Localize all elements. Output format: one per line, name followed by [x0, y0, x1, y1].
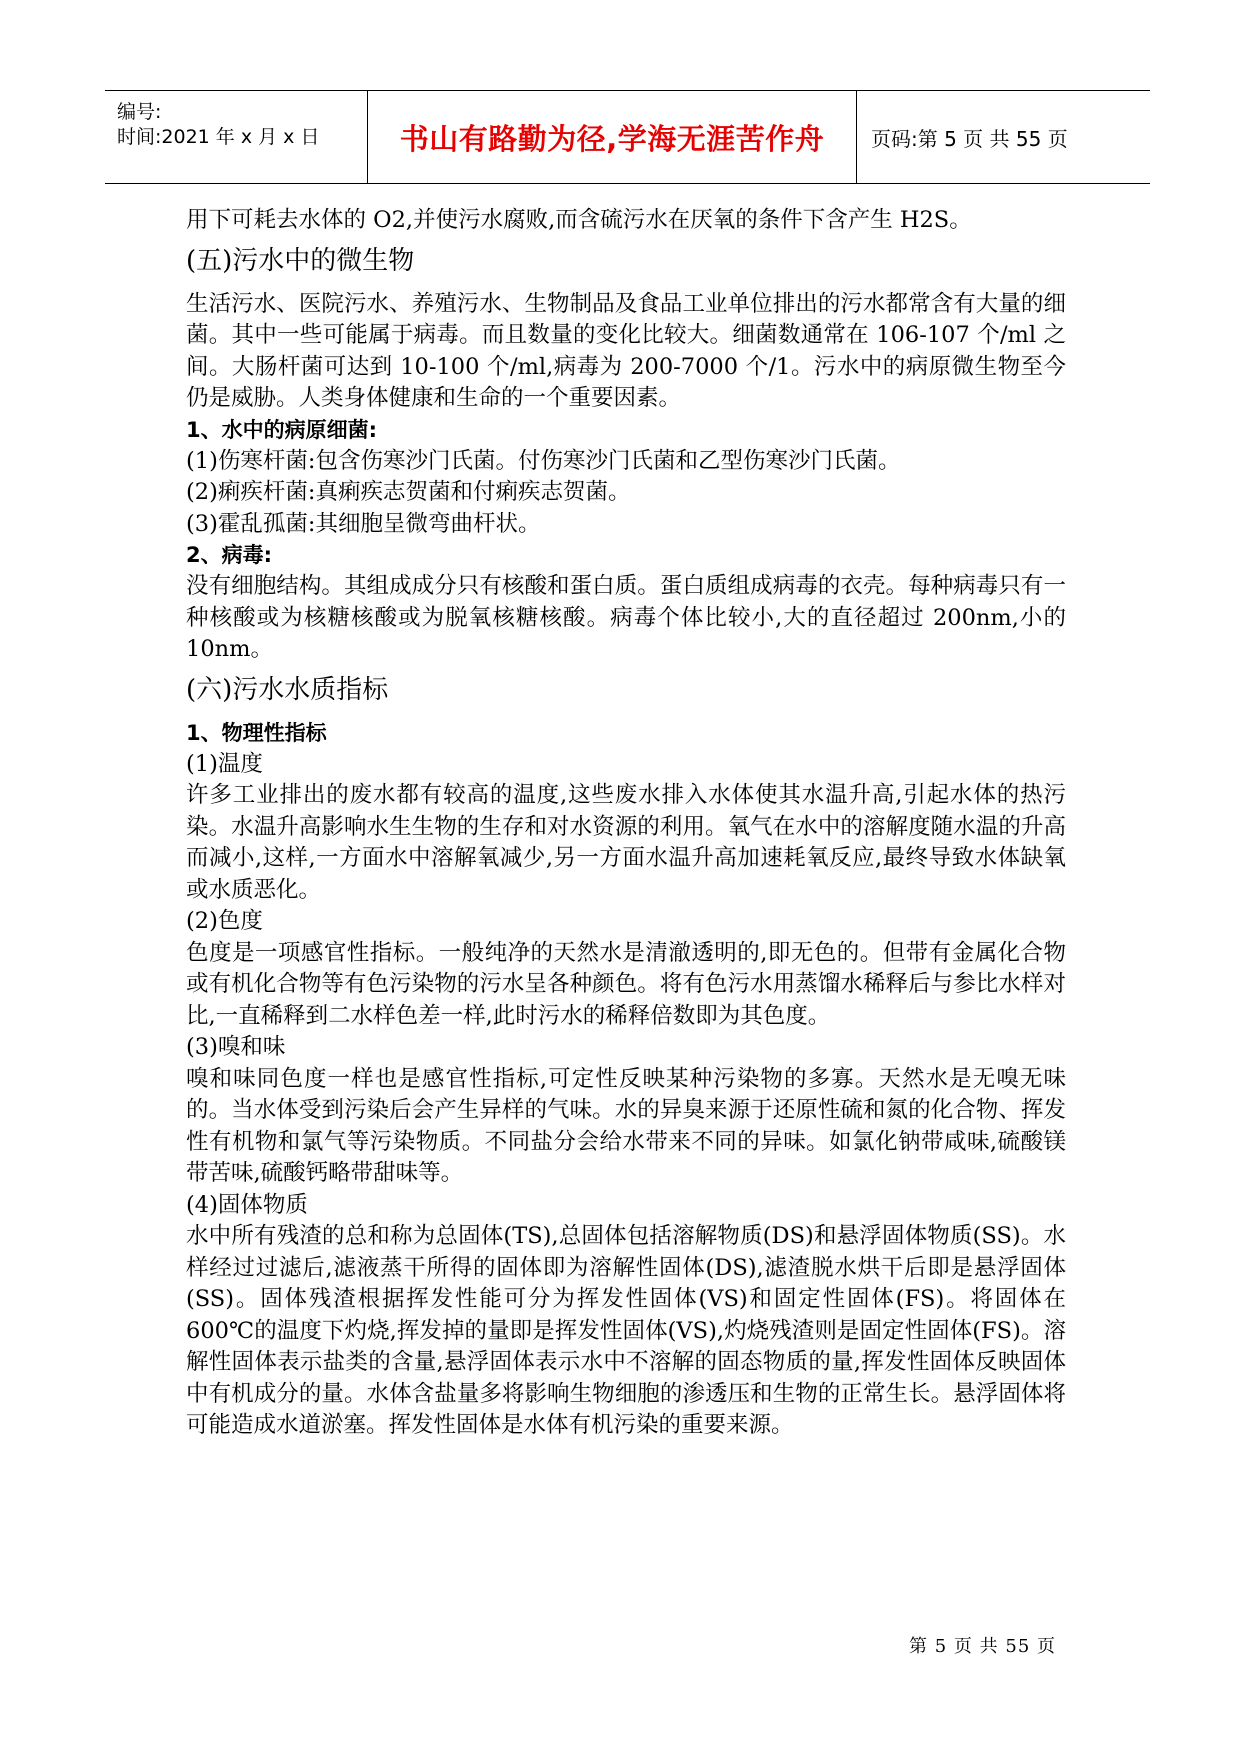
- page-footer-number: 第 5 页 共 55 页: [909, 1636, 1056, 1657]
- paragraph-temperature: 许多工业排出的废水都有较高的温度,这些废水排入水体使其水温升高,引起水体的热污染。水温升高影响水生生物的生存和对水资源的利用。氧气在水中的溶解度随水温的升高而减小,这样,一方面水中溶解氧减少,另一方面水温升高加速耗氧反应,最终导致水体缺氧或水质恶化。: [186, 782, 1066, 903]
- page-header: [105, 90, 1150, 184]
- item-heading-color: (2)色度: [186, 908, 263, 934]
- list-item: (1)伤寒杆菌:包含伤寒沙门氏菌。付伤寒沙门氏菌和乙型伤寒沙门氏菌。: [186, 447, 901, 474]
- item-heading-odor: (3)嗅和味: [186, 1034, 286, 1060]
- list-item: (3)霍乱孤菌:其细胞呈微弯曲杆状。: [186, 510, 541, 537]
- subheading-pathogenic-bacteria: 1、水中的病原细菌:: [186, 417, 378, 442]
- document-time-label: 时间:2021 年 x 月 x 日: [117, 126, 320, 148]
- header-meta-cell: [105, 91, 368, 183]
- section-heading-microorganisms: (五)污水中的微生物: [186, 245, 415, 276]
- subheading-physical-indicators: 1、物理性指标: [186, 720, 327, 745]
- paragraph-continuation: 用下可耗去水体的 O2,并使污水腐败,而含硫污水在厌氧的条件下含产生 H2S。: [186, 207, 972, 233]
- item-heading-solids: (4)固体物质: [186, 1191, 308, 1218]
- subheading-virus: 2、病毒:: [186, 543, 273, 567]
- item-heading-temperature: (1)温度: [186, 750, 263, 777]
- document-body: [186, 205, 1066, 1442]
- header-motto-cell: [368, 91, 857, 183]
- header-page-number: 页码:第 5 页 共 55 页: [871, 126, 1068, 151]
- section-heading-water-quality: (六)污水水质指标: [186, 674, 389, 705]
- paragraph-microorganisms: 生活污水、医院污水、养殖污水、生物制品及食品工业单位排出的污水都常含有大量的细菌。其中一些可能属于病毒。而且数量的变化比较大。细菌数通常在 106-107 个/ml 之间。大肠杆菌可达到 10-100 个/ml,病毒为 200-7000 个/1。污水中的病原微生物至今仍是威胁。人类身体健康和生命的一个重要因素。: [186, 290, 1066, 411]
- header-motto: 书山有路勤为径,学海无涯苦作舟: [399, 121, 825, 156]
- paragraph-color: 色度是一项感官性指标。一般纯净的天然水是清澈透明的,即无色的。但带有金属化合物或有机化合物等有色污染物的污水呈各种颜色。将有色污水用蒸馏水稀释后与参比水样对比,一直稀释到二水样色差一样,此时污水的稀释倍数即为其色度。: [186, 939, 1066, 1029]
- document-number-label: 编号:: [117, 101, 162, 123]
- paragraph-odor: 嗅和味同色度一样也是感官性指标,可定性反映某种污染物的多寡。天然水是无嗅无味的。当水体受到污染后会产生异样的气味。水的异臭来源于还原性硫和氮的化合物、挥发性有机物和氯气等污染物质。不同盐分会给水带来不同的异味。如氯化钠带咸味,硫酸镁带苦味,硫酸钙略带甜味等。: [186, 1065, 1066, 1186]
- header-page-cell: [857, 91, 1150, 183]
- paragraph-virus: 没有细胞结构。其组成成分只有核酸和蛋白质。蛋白质组成病毒的衣壳。每种病毒只有一种核酸或为核糖核酸或为脱氧核糖核酸。病毒个体比较小,大的直径超过 200nm,小的 10nm。: [186, 573, 1066, 662]
- list-item: (2)痢疾杆菌:真痢疾志贺菌和付痢疾志贺菌。: [186, 479, 631, 505]
- paragraph-solids: 水中所有残渣的总和称为总固体(TS),总固体包括溶解物质(DS)和悬浮固体物质(SS)。水样经过过滤后,滤液蒸干所得的固体即为溶解性固体(DS),滤渣脱水烘干后即是悬浮固体(SS)。固体残渣根据挥发性能可分为挥发性固体(VS)和固定性固体(FS)。将固体在 600℃的温度下灼烧,挥发掉的量即是挥发性固体(VS),灼烧残渣则是固定性固体(FS)。溶解性固体表示盐类的含量,悬浮固体表示水中不溶解的固态物质的量,挥发性固体反映固体中有机成分的量。水体含盐量多将影响生物细胞的渗透压和生物的正常生长。悬浮固体将可能造成水道淤塞。挥发性固体是水体有机污染的重要来源。: [186, 1223, 1066, 1438]
